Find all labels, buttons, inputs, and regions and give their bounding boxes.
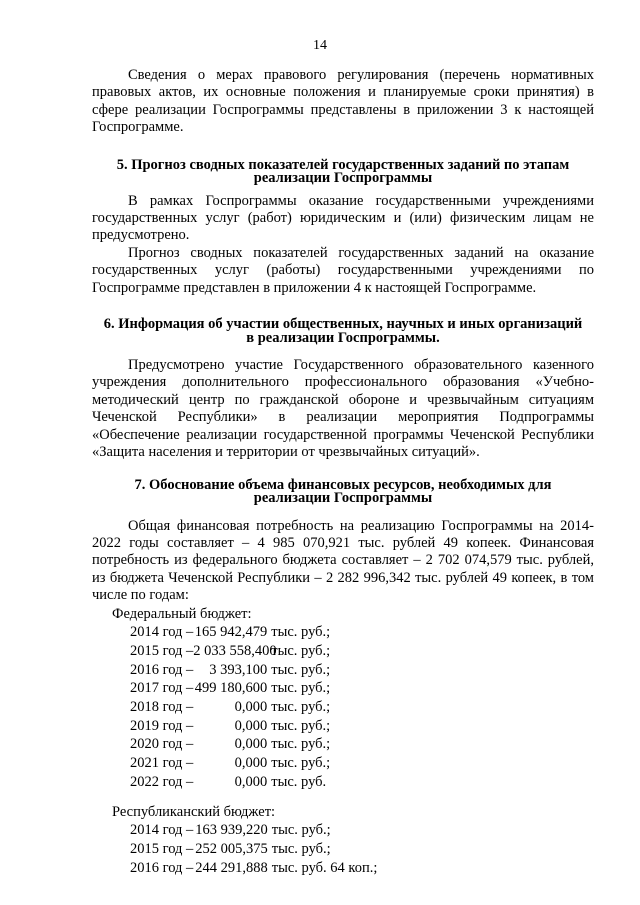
amount-unit: тыс. руб. (271, 773, 327, 790)
section-5-heading-line2: реализации Госпрограммы (253, 170, 433, 187)
amount-value: 0,000 (234, 699, 268, 716)
year-label: 2020 год – (130, 736, 194, 753)
federal-budget-row (130, 661, 594, 680)
amount-value: 3 393,100 (209, 661, 268, 678)
amount-value: 165 942,479 (194, 624, 268, 641)
amount-unit: тыс. руб.; (271, 822, 331, 839)
section-7-heading-line2: реализации Госпрограммы (253, 490, 433, 506)
section-5-heading-line1: 5. Прогноз сводных показателей государственных заданий по этапам (116, 156, 570, 173)
federal-budget-row (130, 642, 594, 661)
amount-unit: тыс. руб. 64 коп.; (271, 859, 378, 876)
year-label: 2016 год – (130, 859, 194, 876)
document-body (92, 67, 594, 877)
year-label: 2015 год – (130, 642, 194, 659)
amount-value: 2 033 558,400 (193, 642, 277, 659)
intro-paragraph: Сведения о мерах правового регулирования (перечень нормативных правовых актов, их основные положения и планируемые сроки принятия) в сфере реализации Госпрограммы представлены в приложении 3 к настоящей Госпрограмме. (92, 67, 594, 136)
amount-value: 163 939,220 (195, 822, 268, 839)
amount-value: 244 291,888 (195, 859, 268, 876)
amount-unit: тыс. руб.; (271, 624, 331, 641)
republic-budget-row (130, 840, 594, 859)
federal-budget-row (130, 717, 594, 736)
federal-budget-row (130, 735, 594, 754)
year-label: 2017 год – (130, 680, 194, 697)
year-label: 2014 год – (130, 624, 194, 641)
federal-budget-row (130, 623, 594, 642)
amount-unit: тыс. руб.; (271, 699, 331, 716)
section-5-paragraph-2: Прогноз сводных показателей государственных заданий на оказание государственных услуг (работы) государственными учреждениями по Госпрограмме представлен в приложении 4 к настоящей Госпрограмме. (92, 244, 594, 296)
amount-value: 0,000 (234, 755, 268, 772)
year-label: 2015 год – (130, 840, 194, 857)
amount-value: 0,000 (234, 773, 268, 790)
section-7-heading-line1: 7. Обоснование объема финансовых ресурсов, необходимых для (134, 476, 552, 493)
amount-unit: тыс. руб.; (271, 736, 331, 753)
federal-budget-list (92, 623, 594, 791)
amount-value: 0,000 (234, 717, 268, 734)
year-label: 2018 год – (130, 699, 194, 716)
amount-unit: тыс. руб.; (271, 755, 331, 772)
republic-budget-row (130, 859, 594, 878)
amount-value: 252 005,375 (195, 840, 268, 857)
section-6-paragraph-1: Предусмотрено участие Государственного образовательного казенного учреждения дополнительного профессионального образования «Учебно-методический центр по гражданской обороне и чрезвычайным ситуациям Чеченской Республики» в реализации мероприятия Подпрограммы «Обеспечение реализации государственной программы Чеченской Республики «Защита населения и территории от чрезвычайных ситуаций». (92, 357, 594, 461)
section-6-heading (92, 318, 594, 345)
year-label: 2014 год – (130, 822, 194, 839)
amount-unit: тыс. руб.; (271, 642, 331, 659)
amount-value: 499 180,600 (194, 680, 268, 697)
section-7-paragraph-1: Общая финансовая потребность на реализацию Госпрограммы на 2014-2022 годы составляет – 4 985 070,921 тыс. рублей 49 копеек. Финансовая потребность из федерального бюджета составляет – 2 702 074,579 тыс. рублей, из бюджета Чеченской Республики – 2 282 996,342 тыс. рублей 49 копеек, в том числе по годам: (92, 517, 594, 604)
section-6-heading-line1: 6. Информация об участии общественных, научных и иных организаций (103, 316, 583, 333)
year-label: 2022 год – (130, 773, 194, 790)
federal-budget-row (130, 773, 594, 792)
year-label: 2019 год – (130, 717, 194, 734)
federal-budget-row (130, 679, 594, 698)
section-5-paragraph-1: В рамках Госпрограммы оказание государственными учреждениями государственных услуг (работ) юридическим и (или) физическим лицам не предусмотрено. (92, 192, 594, 244)
year-label: 2021 год – (130, 755, 194, 772)
amount-unit: тыс. руб.; (271, 840, 331, 857)
republic-budget-list (92, 821, 594, 877)
amount-value: 0,000 (234, 736, 268, 753)
page-number: 14 (313, 38, 327, 53)
federal-budget-row (130, 698, 594, 717)
republic-budget-row (130, 821, 594, 840)
section-7-heading (92, 476, 594, 506)
republic-budget-label: Республиканский бюджет: (112, 803, 276, 820)
amount-unit: тыс. руб.; (271, 717, 331, 734)
federal-budget-label: Федеральный бюджет: (112, 605, 252, 622)
year-label: 2016 год – (130, 661, 194, 678)
amount-unit: тыс. руб.; (271, 661, 331, 678)
federal-budget-row (130, 754, 594, 773)
section-5-heading (92, 156, 594, 187)
section-6-heading-line2: в реализации Госпрограммы. (246, 329, 440, 346)
amount-unit: тыс. руб.; (271, 680, 331, 697)
